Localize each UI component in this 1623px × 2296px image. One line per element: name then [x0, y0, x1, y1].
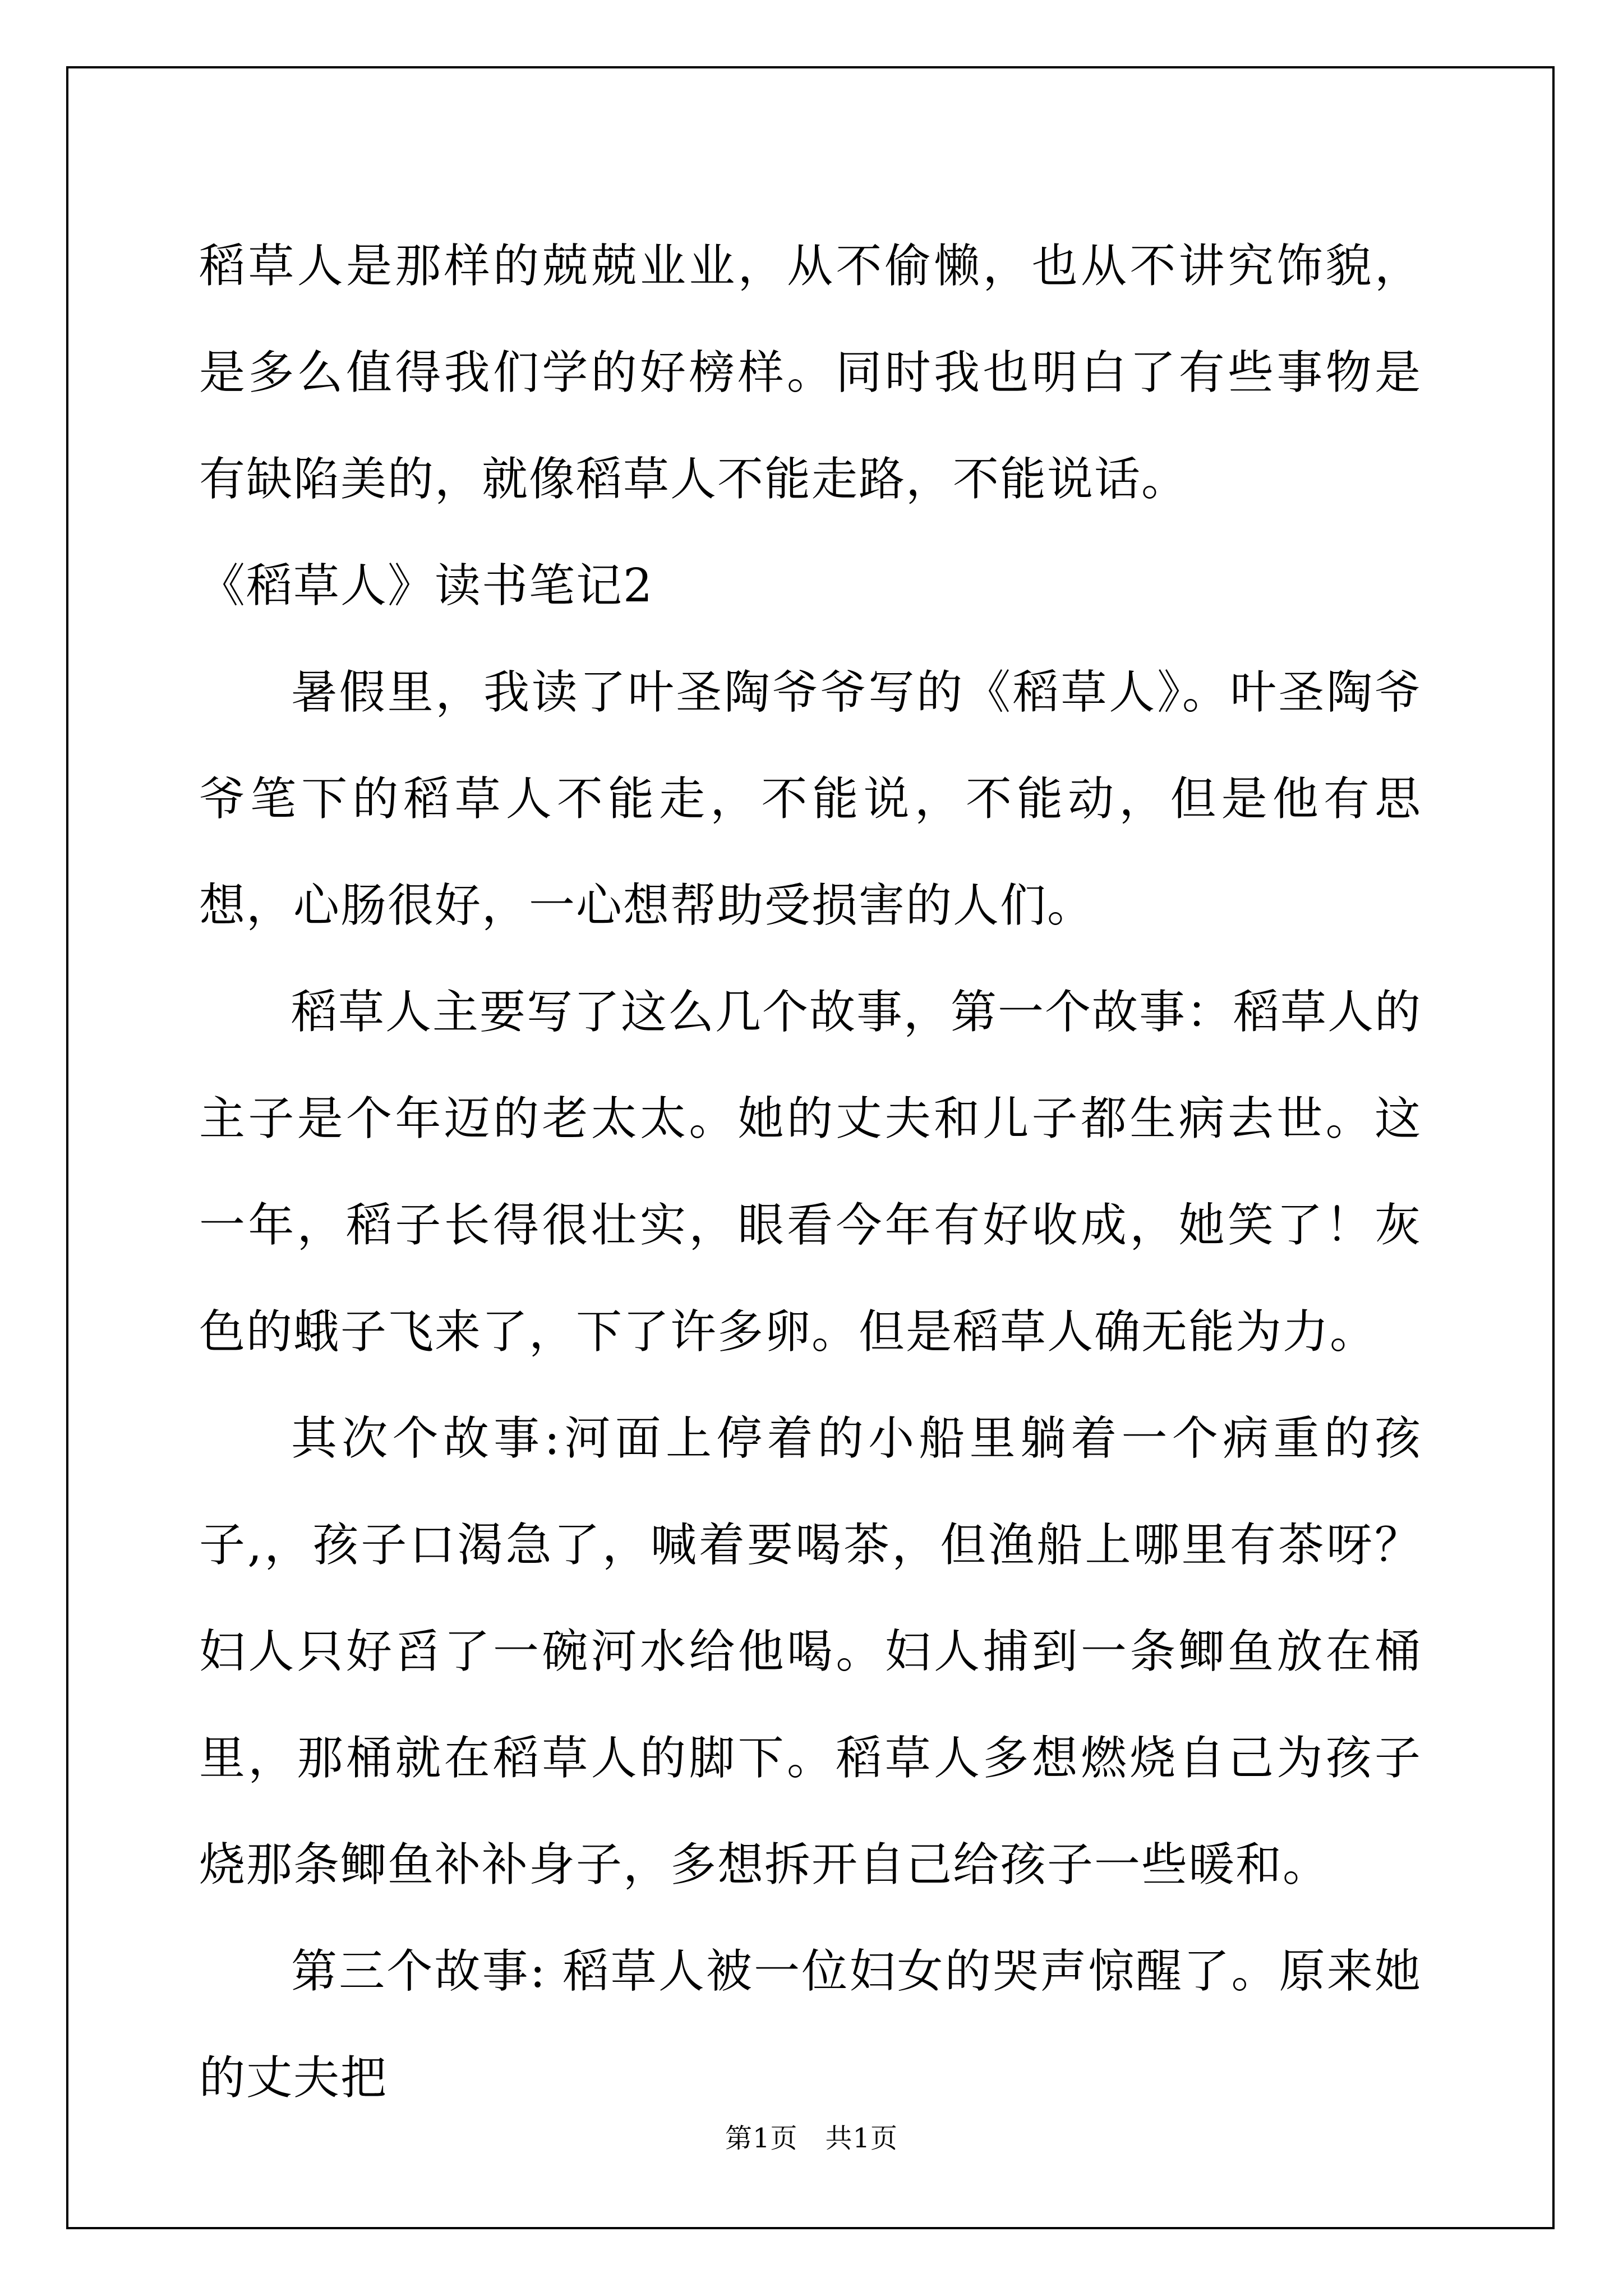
paragraph-first-story: 稻草人主要写了这么几个故事，第一个故事：稻草人的主子是个年迈的老太太。她的丈夫和儿子都生病去世。这一年，稻子长得很壮实，眼看今年有好收成，她笑了！灰色的蛾子飞来了，下了许多卵。但是稻草人确无能为力。	[199, 986, 1422, 1359]
document-body	[199, 213, 1422, 2132]
paragraph-second-story: 其次个故事:河面上停着的小船里躺着一个病重的孩子,，孩子口渴急了，喊着要喝茶，但渔船上哪里有茶呀？妇人只好舀了一碗河水给他喝。妇人捕到一条鲫鱼放在桶里，那桶就在稻草人的脚下。稻草人多想燃烧自己为孩子烧那条鲫鱼补补身子，多想拆开自己给孩子一些暖和。	[199, 1412, 1422, 1892]
section-heading: 《稻草人》读书笔记2	[199, 559, 654, 613]
paragraph-intro: 稻草人是那样的兢兢业业，从不偷懒，也从不讲究饰貌，是多么值得我们学的好榜样。同时我也明白了有些事物是有缺陷美的，就像稻草人不能走路，不能说话。	[199, 240, 1422, 506]
paragraph-third-story: 第三个故事: 稻草人被一位妇女的哭声惊醒了。原来她的丈夫把	[199, 1945, 1422, 2105]
page-footer: 第1页 共1页	[725, 2123, 898, 2154]
paragraph-summer-reading: 暑假里，我读了叶圣陶爷爷写的《稻草人》。叶圣陶爷爷笔下的稻草人不能走，不能说，不能动，但是他有思想，心肠很好，一心想帮助受损害的人们。	[199, 666, 1422, 932]
